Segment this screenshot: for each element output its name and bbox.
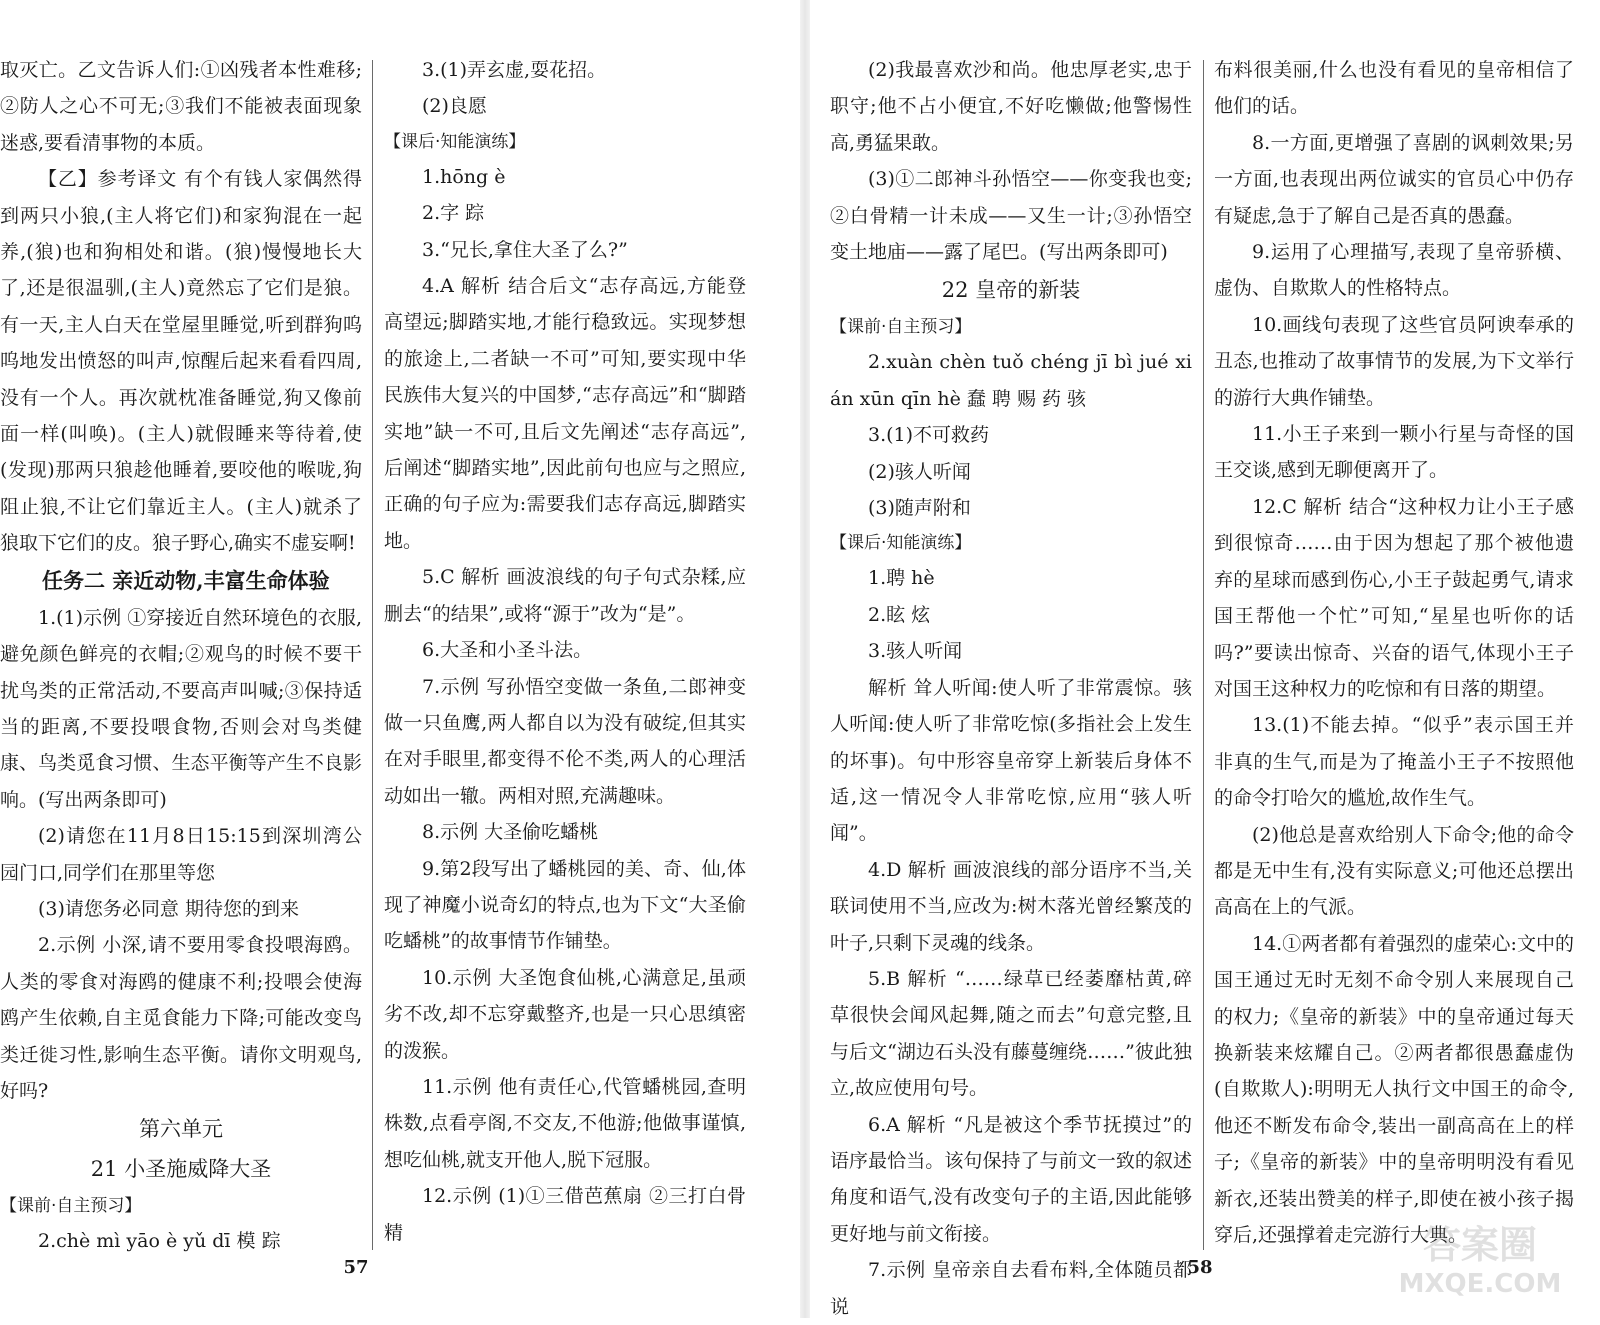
answer-paragraph: 2.chè mì yāo è yǔ dī 模 踪 (38, 1230, 281, 1253)
answer-paragraph: 2.xuàn chèn tuǒ chéng jī bì jué xián xūn qīn hè 蠢 聘 赐 药 骇 (830, 351, 1192, 410)
answer-paragraph: 12.示例 (1)①三借芭蕉扇 ②三打白骨精 (384, 1185, 746, 1244)
section-label: 【课后·知能演练】 (830, 533, 972, 554)
answer-paragraph: 8.示例 大圣偷吃蟠桃 (422, 821, 599, 844)
answer-paragraph: (3)①二郎神斗孙悟空——你变我也变;②白骨精一计未成——又生一计;③孙悟空变土地庙——露了尾巴。(写出两条即可) (830, 168, 1192, 264)
answer-paragraph: 解析 耸人听闻:使人听了非常震惊。骇人听闻:使人听了非常吃惊(多指社会上发生的坏事)。句中形容皇帝穿上新装后身体不适,这一情况令人非常吃惊,应用“骇人听闻”。 (830, 676, 1192, 845)
section-heading: 任务二 亲近动物,丰富生命体验 (42, 567, 330, 593)
page-number: 57 (343, 1257, 369, 1278)
answer-paragraph: 5.C 解析 画波浪线的句子句式杂糅,应删去“的结果”,或将“源于”改为“是”。 (384, 566, 746, 625)
column-3 (830, 52, 1192, 1318)
column-divider (372, 60, 373, 1250)
watermark-line2: MXQE.COM (1398, 1269, 1562, 1299)
watermark-line1: 答案圈 (1422, 1223, 1538, 1267)
column-1 (0, 52, 362, 1252)
text-paragraph: 布料很美丽,什么也没有看见的皇帝相信了他们的话。 (1214, 59, 1574, 118)
answer-paragraph: (2)骇人听闻 (868, 460, 971, 483)
answer-paragraph: 4.A 解析 结合后文“志存高远,方能登高望远;脚踏实地,才能行稳致远。实现梦想的旅途上,二者缺一不可”可知,要实现中华民族伟大复兴的中国梦,“志存高远”和“脚踏实地”缺一不可,且后文先阐述“志存高远”,后阐述“脚踏实地”,因此前句也应与之照应,正确的句子应为:需要我们志存高远,脚踏实地。 (384, 275, 746, 552)
answer-paragraph: 3.(1)弄玄虚,耍花招。 (422, 59, 607, 81)
lesson-title: 第六单元 (139, 1117, 223, 1142)
answer-paragraph: 8.一方面,更增强了喜剧的讽刺效果;另一方面,也表现出两位诚实的官员心中仍存有疑虑,急于了解自己是否真的愚蠢。 (1214, 131, 1574, 227)
answer-paragraph: 9.运用了心理描写,表现了皇帝骄横、虚伪、自欺欺人的性格特点。 (1214, 241, 1574, 300)
answer-paragraph: 2.眩 炫 (868, 603, 931, 626)
watermark-logo (1380, 1220, 1580, 1300)
answer-paragraph: 3.(1)不可救药 (868, 424, 990, 447)
answer-paragraph: 2.字 踪 (422, 202, 485, 225)
lesson-title: 22 皇帝的新装 (941, 278, 1081, 303)
book-gutter (800, 0, 810, 1318)
answer-paragraph: 11.示例 他有责任心,代管蟠桃园,查明株数,点看亭阁,不交友,不他游;他做事谨慎,想吃仙桃,就支开他人,脱下冠服。 (384, 1075, 746, 1171)
section-label: 【课后·知能演练】 (384, 131, 526, 152)
answer-paragraph: 12.C 解析 结合“这种权力让小王子感到很惊奇……由于因为想起了那个被他遗弃的星球而感到伤心,小王子鼓起勇气,请求国王帮他一个忙”可知,“星星也听你的话吗?”要读出惊奇、兴奋的语气,体现小王子对国王这种权力的吃惊和有日落的期望。 (1214, 495, 1574, 700)
answer-paragraph: 1.hōng è (422, 165, 506, 188)
answer-paragraph: 9.第2段写出了蟠桃园的美、奇、仙,体现了神魔小说奇幻的特点,也为下文“大圣偷吃蟠桃”的故事情节作铺垫。 (384, 857, 746, 953)
answer-paragraph: 14.①两者都有着强烈的虚荣心:文中的国王通过无时无刻不命令别人来展现自己的权力;《皇帝的新装》中的皇帝通过每天换新装来炫耀自己。②两者都很愚蠢虚伪(自欺欺人):明明无人执行文中国王的命令,他还不断发布命令,装出一副高高在上的样子;《皇帝的新装》中的皇帝明明没有看见新衣,还装出赞美的样子,即使在被小孩子揭穿后,还强撑着走完游行大典。 (1214, 932, 1574, 1246)
answer-paragraph: 【乙】参考译文 有个有钱人家偶然得到两只小狼,(主人将它们)和家狗混在一起养,(狼)也和狗相处和谐。(狼)慢慢地长大了,还是很温驯,(主人)竟然忘了它们是狼。有一天,主人白天在堂屋里睡觉,听到群狗呜呜地发出愤怒的叫声,惊醒后起来看看四周,没有一个人。再次就枕准备睡觉,狗又像前面一样(叫唤)。(主人)就假睡来等待着,使(发现)那两只狼趁他睡着,要咬他的喉咙,狗阻止狼,不让它们靠近主人。(主人)就杀了狼取下它们的皮。狼子野心,确实不虚妄啊! (0, 168, 362, 555)
answer-paragraph: (3)请您务必同意 期待您的到来 (38, 897, 299, 920)
answer-paragraph: 4.D 解析 画波浪线的部分语序不当,关联词使用不当,应改为:树木落光曾经繁茂的叶子,只剩下灵魂的线条。 (830, 858, 1192, 954)
answer-paragraph: 10.画线句表现了这些官员阿谀奉承的丑态,也推动了故事情节的发展,为下文举行的游行大典作铺垫。 (1214, 313, 1574, 409)
answer-paragraph: (2)良愿 (422, 95, 487, 118)
section-label: 【课前·自主预习】 (830, 317, 972, 338)
answer-paragraph: (2)我最喜欢沙和尚。他忠厚老实,忠于职守;他不占小便宜,不好吃懒做;他警惕性高,勇猛果敢。 (830, 59, 1192, 154)
column-4 (1214, 52, 1574, 1252)
answer-paragraph: (2)他总是喜欢给别人下命令;他的命令都是无中生有,没有实际意义;可他还总摆出高高在上的气派。 (1214, 823, 1574, 919)
answer-paragraph: (2)请您在11月8日15:15到深圳湾公园门口,同学们在那里等您 (0, 825, 362, 884)
answer-paragraph: 3.“兄长,拿住大圣了么?” (422, 238, 628, 261)
answer-paragraph: 3.骇人听闻 (868, 640, 963, 663)
answer-paragraph: 5.B 解析 “……绿草已经萎靡枯黄,碎草很快会闻风起舞,随之而去”句意完整,且与后文“湖边石头没有藤蔓缠绕……”彼此独立,故应使用句号。 (830, 967, 1192, 1100)
answer-paragraph: 10.示例 大圣饱食仙桃,心满意足,虽顽劣不改,却不忘穿戴整齐,也是一只心思缜密的泼猴。 (384, 966, 746, 1062)
answer-paragraph: 7.示例 写孙悟空变做一条鱼,二郎神变做一只鱼鹰,两人都自以为没有破绽,但其实在对手眼里,都变得不伦不类,两人的心理活动如出一辙。两相对照,充满趣味。 (384, 675, 746, 807)
answer-paragraph: 1.(1)示例 ①穿接近自然环境色的衣服,避免颜色鲜亮的衣帽;②观鸟的时候不要干扰鸟类的正常活动,不要高声叫喊;③保持适当的距离,不要投喂食物,否则会对鸟类健康、鸟类觅食习惯、生态平衡等产生不良影响。(写出两条即可) (0, 606, 362, 811)
page-number: 58 (1187, 1257, 1213, 1278)
answer-paragraph: 2.示例 小深,请不要用零食投喂海鸥。人类的零食对海鸥的健康不利;投喂会使海鸥产生依赖,自主觅食能力下降;可能改变鸟类迁徙习性,影响生态平衡。请你文明观鸟,好吗? (0, 934, 362, 1102)
answer-paragraph: 7.示例 皇帝亲自去看布料,全体随员都说 (830, 1259, 1192, 1318)
column-2 (384, 52, 746, 1252)
lesson-title: 21 小圣施威降大圣 (90, 1157, 272, 1182)
answer-paragraph: 11.小王子来到一颗小行星与奇怪的国王交谈,感到无聊便离开了。 (1214, 423, 1574, 482)
answer-paragraph: (3)随声附和 (868, 497, 971, 520)
text-paragraph: 取灭亡。乙文告诉人们:①凶残者本性难移;②防人之心不可无;③我们不能被表面现象迷惑,要看清事物的本质。 (0, 59, 362, 154)
page-left (0, 0, 800, 1318)
page-right (810, 0, 1600, 1318)
answer-paragraph: 6.A 解析 “凡是被这个季节抚摸过”的语序最恰当。该句保持了与前文一致的叙述角度和语气,没有改变句子的主语,因此能够更好地与前文衔接。 (830, 1113, 1192, 1245)
section-label: 【课前·自主预习】 (0, 1196, 142, 1217)
column-divider (1203, 60, 1204, 1250)
answer-paragraph: 1.聘 hè (868, 567, 935, 590)
answer-paragraph: 13.(1)不能去掉。“似乎”表示国王并非真的生气,而是为了掩盖小王子不按照他的命令打哈欠的尴尬,故作生气。 (1214, 714, 1574, 810)
answer-paragraph: 6.大圣和小圣斗法。 (422, 639, 593, 662)
